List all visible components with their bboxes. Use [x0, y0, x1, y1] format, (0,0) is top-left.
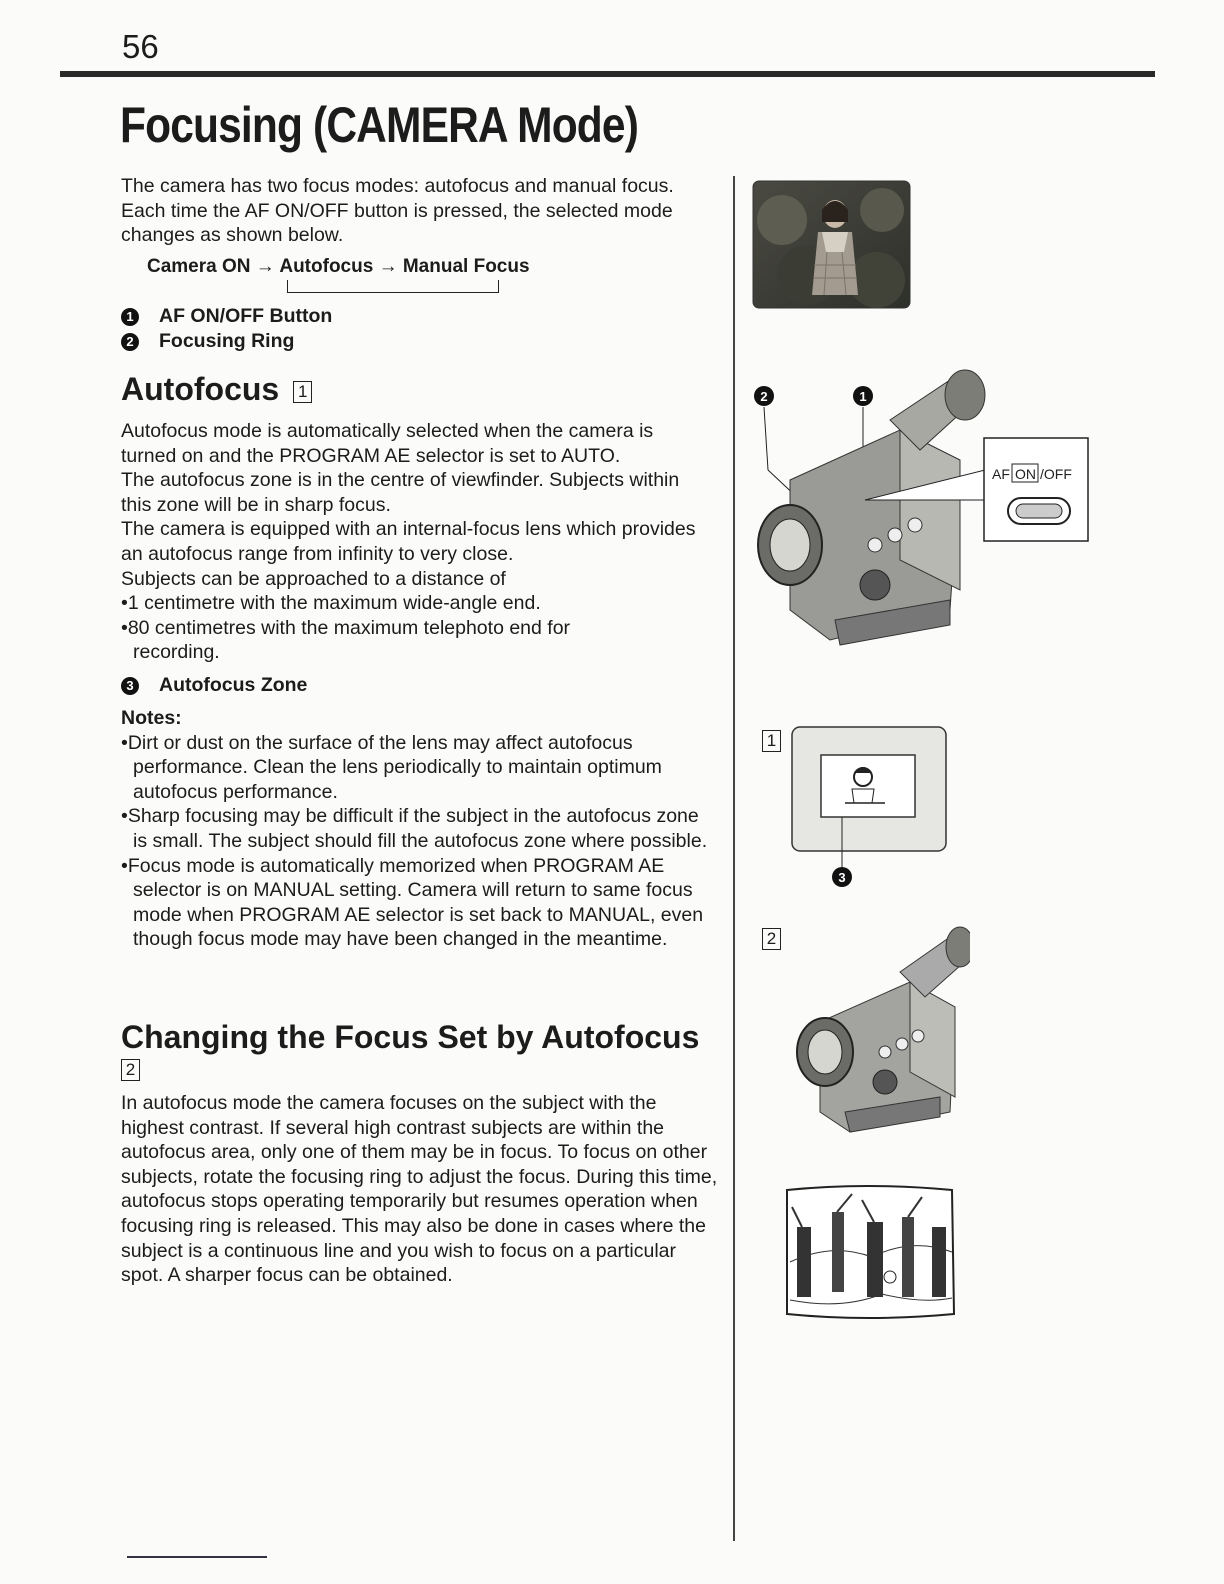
paragraph: Subjects can be approached to a distance of: [121, 567, 506, 590]
camcorder-illustration: [750, 360, 1095, 655]
figure-2-ref: 2: [762, 928, 781, 950]
paragraph: Autofocus mode is automatically selected when the camera is turned on and the PROGRAM AE selector is set to AUTO.: [121, 420, 654, 467]
zone-callout-3: 3: [838, 870, 846, 885]
autofocus-zone-figure: [790, 725, 950, 895]
notes-heading: Notes:: [121, 707, 182, 729]
intro-paragraph: The camera has two focus modes: autofocus and manual focus. Each time the AF ON/OFF button is pressed, the selected mode changes as shown below.: [121, 175, 674, 247]
focus-ring-camera-figure: [790, 922, 970, 1137]
page-title: Focusing (CAMERA Mode): [120, 97, 639, 153]
column-divider: [733, 176, 735, 1541]
changing-body: In autofocus mode the camera focuses on the subject with the highest contrast. If several high contrast subjects are within the autofocus area, only one of them may be in focus. To focus on other subjects, rotate the focusing ring to adjust the focus. During this time, autofocus stops operating temporarily but resumes operation when focusing ring is released. This may also be done in cases where the subject is a continuous line and you wish to focus on a particular spot. A sharper focus can be obtained.: [121, 1092, 718, 1287]
heading-text: Autofocus: [121, 371, 280, 407]
callout-focusing-ring: [121, 330, 294, 353]
footer-rule: [127, 1556, 267, 1558]
callout-number: 3: [121, 677, 139, 695]
bullet-item: •1 centimetre with the maximum wide-angle end.: [121, 592, 541, 615]
camera-callout-2: 2: [760, 389, 768, 404]
notes-section: [121, 706, 717, 952]
callout-number: 2: [121, 333, 139, 351]
callout-label: Autofocus Zone: [159, 674, 308, 696]
af-off-label: /OFF: [1040, 466, 1072, 482]
forest-scene-figure: [782, 1182, 957, 1322]
flow-arrow: →: [378, 256, 398, 277]
af-label: AF: [992, 466, 1010, 482]
note-item: •Dirt or dust on the surface of the lens may affect autofocus performance. Clean the lens periodically to maintain optimum autofocus performance.: [121, 731, 662, 803]
page-number: 56: [122, 28, 159, 65]
figure-ref-2-wrap: [121, 1059, 140, 1081]
paragraph: The autofocus zone is in the centre of viewfinder. Subjects within this zone will be in sharp focus.: [121, 469, 680, 516]
changing-heading: Changing the Focus Set by Autofocus: [121, 1019, 700, 1055]
callout-af-button: [121, 305, 332, 328]
figure-1-ref: 1: [762, 730, 781, 752]
flow-autofocus: Autofocus: [279, 256, 374, 277]
mode-flow: [147, 256, 530, 278]
figure-ref-1: 1: [293, 381, 312, 403]
paragraph: The camera is equipped with an internal-focus lens which provides an autofocus range from infinity to very close.: [121, 518, 696, 565]
camera-callout-1: 1: [859, 389, 867, 404]
callout-number: 1: [121, 308, 139, 326]
af-on-label: ON: [1015, 466, 1036, 482]
flow-loop-line: [287, 280, 499, 293]
flow-camera-on: Camera ON: [147, 256, 251, 277]
note-item: •Sharp focusing may be difficult if the subject in the autofocus zone is small. The subject should fill the autofocus zone where possible.: [121, 805, 708, 852]
note-item: •Focus mode is automatically memorized when PROGRAM AE selector is on MANUAL setting. Camera will return to same focus mode when PROGRAM AE selector is set back to MANUAL, even though focus mode may have been changed in the meantime.: [121, 854, 704, 951]
callout-autofocus-zone: [121, 674, 307, 697]
flow-manual-focus: Manual Focus: [402, 256, 530, 277]
figure-ref-2: 2: [121, 1059, 140, 1081]
autofocus-body: [121, 419, 711, 665]
callout-label: AF ON/OFF Button: [159, 305, 333, 327]
bullet-item: •80 centimetres with the maximum telephoto end for recording.: [121, 616, 571, 664]
header-rule: [60, 71, 1155, 77]
callout-label: Focusing Ring: [159, 330, 295, 352]
portrait-photo: [752, 180, 912, 310]
flow-arrow: →: [255, 256, 275, 277]
autofocus-heading: [121, 371, 312, 408]
